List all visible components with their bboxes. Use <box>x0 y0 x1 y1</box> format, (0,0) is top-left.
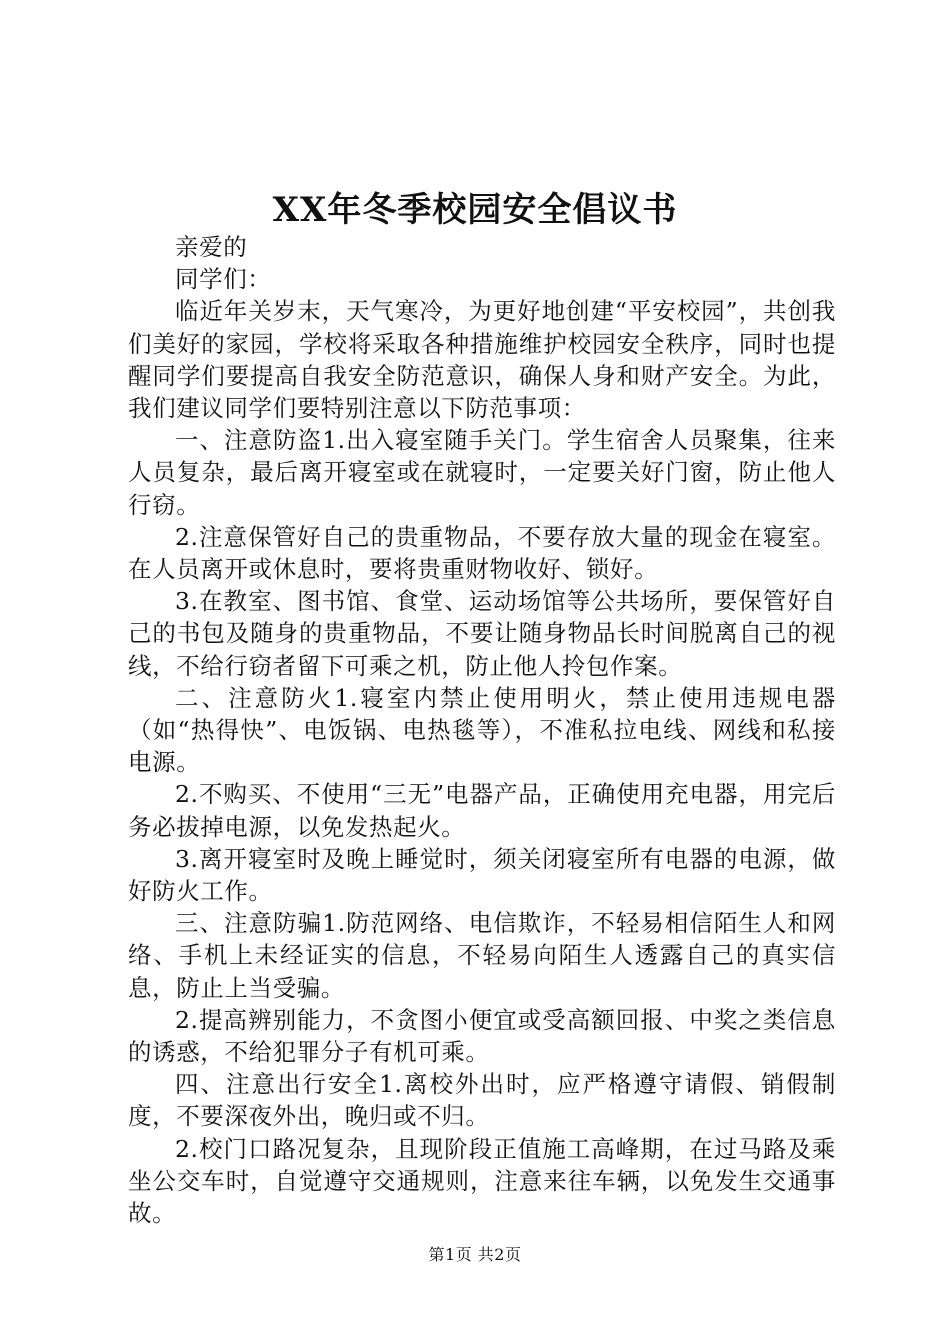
document-title: XX年冬季校园安全倡议书 <box>272 190 678 230</box>
intro-paragraph: 临近年关岁末，天气寒冷，为更好地创建“平安校园”，共创我们美好的家园，学校将采取各种措施维护校园安全秩序，同时也提醒同学们要提高自我安全防范意识，确保人身和财产安全。为此，我们建议同学们要特别注意以下防范事项： <box>128 297 836 423</box>
body-paragraph: 2.注意保管好自己的贵重物品，不要存放大量的现金在寝室。在人员离开或休息时，要将贵重财物收好、锁好。 <box>128 522 836 584</box>
body-paragraph: 二、注意防火1.寝室内禁止使用明火，禁止使用违规电器（如“热得快”、电饭锅、电热毯等），不准私拉电线、网线和私接电源。 <box>128 683 836 777</box>
body-paragraph: 2.校门口路况复杂，且现阶段正值施工高峰期，在过马路及乘坐公交车时，自觉遵守交通规则，注意来往车辆，以免发生交通事故。 <box>128 1134 836 1228</box>
document-body <box>128 231 836 1229</box>
salutation-line: 亲爱的 <box>175 233 248 261</box>
body-paragraph: 3.在教室、图书馆、食堂、运动场馆等公共场所，要保管好自己的书包及随身的贵重物品，不要让随身物品长时间脱离自己的视线，不给行窃者留下可乘之机，防止他人拎包作案。 <box>128 587 836 680</box>
body-paragraph: 一、注意防盗1.出入寝室随手关门。学生宿舍人员聚集，往来人员复杂，最后离开寝室或在就寝时，一定要关好门窗，防止他人行窃。 <box>128 426 836 519</box>
body-paragraph: 三、注意防骗1.防范网络、电信欺诈，不轻易相信陌生人和网络、手机上未经证实的信息，不轻易向陌生人透露自己的真实信息，防止上当受骗。 <box>128 909 836 1002</box>
body-paragraph: 2.提高辨别能力，不贪图小便宜或受高额回报、中奖之类信息的诱惑，不给犯罪分子有机可乘。 <box>128 1005 836 1067</box>
page-number-footer: 第1页 共2页 <box>428 1245 522 1264</box>
body-paragraph: 四、注意出行安全1.离校外出时，应严格遵守请假、销假制度，不要深夜外出，晚归或不归。 <box>128 1070 836 1131</box>
body-paragraph: 3.离开寝室时及晚上睡觉时，须关闭寝室所有电器的电源，做好防火工作。 <box>128 844 836 906</box>
body-paragraph: 2.不购买、不使用“三无”电器产品，正确使用充电器，用完后务必拔掉电源，以免发热起火。 <box>128 780 836 841</box>
salutation-line: 同学们： <box>175 265 272 294</box>
